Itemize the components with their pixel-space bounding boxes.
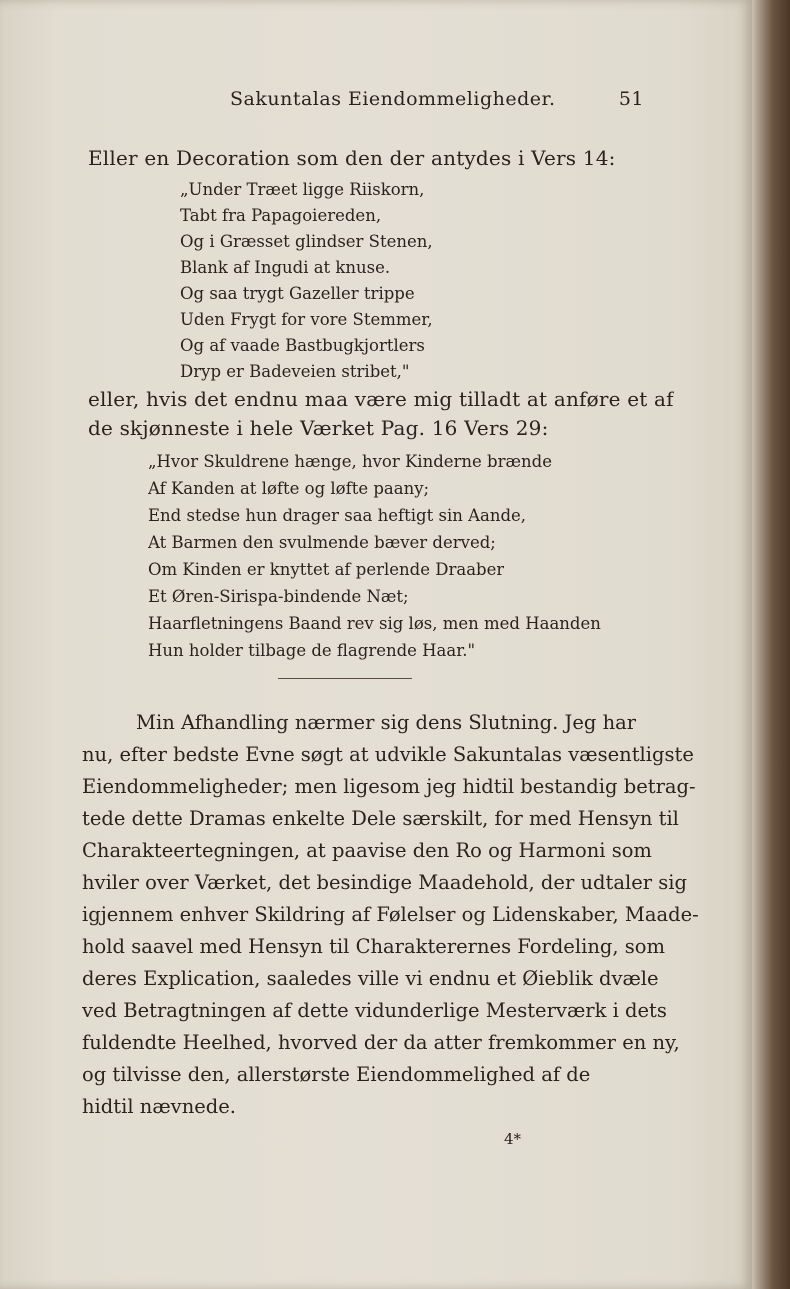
section-divider [278, 678, 412, 679]
verse-line: Og af vaade Bastbugkjortlers [180, 336, 425, 355]
verse-line: Af Kanden at løfte og løfte paany; [148, 479, 430, 498]
paragraph-line: tede dette Dramas enkelte Dele særskilt, for med Hensyn til [82, 807, 679, 830]
verse-line: Og saa trygt Gazeller trippe [180, 284, 415, 303]
verse-line: „Under Træet ligge Riiskorn, [180, 180, 425, 199]
verse-line: Dryp er Badeveien stribet," [180, 362, 410, 381]
paragraph-line: fuldendte Heelhed, hvorved der da atter fremkommer en ny, [82, 1031, 680, 1054]
paragraph-line: hold saavel med Hensyn til Charakterernes Fordeling, som [82, 935, 666, 958]
paragraph-line: Min Afhandling nærmer sig dens Slutning. Jeg har [136, 711, 637, 734]
paragraph-line: igjennem enhver Skildring af Følelser og Lidenskaber, Maade- [82, 903, 699, 926]
running-title: Sakuntalas Eiendommeligheder. [230, 88, 556, 110]
page-number: 51 [618, 88, 644, 110]
verse-line: Og i Græsset glindser Stenen, [180, 232, 433, 251]
verse-line: Et Øren-Sirispa-bindende Næt; [148, 587, 409, 606]
verse-line: End stedse hun drager saa heftigt sin Aande, [148, 506, 527, 525]
verse-line: Haarfletningens Baand rev sig løs, men med Haanden [148, 614, 601, 633]
verse-line: Om Kinden er knyttet af perlende Draaber [148, 560, 505, 579]
paragraph-line: deres Explication, saaledes ville vi endnu et Øieblik dvæle [82, 967, 659, 990]
paragraph-line: nu, efter bedste Evne søgt at udvikle Sakuntalas væsentligste [82, 743, 694, 766]
intro-line: Eller en Decoration som den der antydes i Vers 14: [88, 146, 616, 170]
body-line: de skjønneste i hele Værket Pag. 16 Vers 29: [88, 416, 549, 440]
paragraph-line: ved Betragtningen af dette vidunderlige Mesterværk i dets [82, 999, 667, 1022]
verse-line: Blank af Ingudi at knuse. [180, 258, 391, 277]
paragraph-line: Eiendommeligheder; men ligesom jeg hidtil bestandig betrag- [82, 775, 696, 798]
verse-line: Tabt fra Papagoiereden, [180, 206, 382, 225]
signature-mark: 4* [504, 1130, 522, 1148]
body-line: eller, hvis det endnu maa være mig tilladt at anføre et af [88, 387, 674, 411]
paragraph-line: hviler over Værket, det besindige Maadehold, der udtaler sig [82, 871, 688, 894]
verse-line: Hun holder tilbage de flagrende Haar." [148, 641, 476, 660]
paragraph-line: og tilvisse den, allerstørste Eiendommelighed af de [82, 1063, 591, 1086]
paragraph-line: hidtil nævnede. [82, 1095, 237, 1118]
verse-line: „Hvor Skuldrene hænge, hvor Kinderne brænde [148, 452, 552, 471]
running-header [230, 88, 644, 116]
verse-line: Uden Frygt for vore Stemmer, [180, 310, 433, 329]
paragraph-line: Charakteertegningen, at paavise den Ro og Harmoni som [82, 839, 652, 862]
book-edge [752, 0, 790, 1289]
verse-line: At Barmen den svulmende bæver derved; [148, 533, 496, 552]
